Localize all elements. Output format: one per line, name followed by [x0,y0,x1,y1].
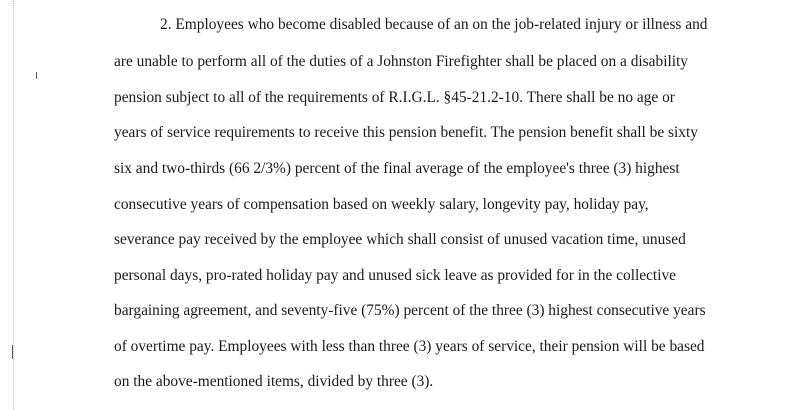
paragraph-line: on the above-mentioned items, divided by three (3). [114,373,434,390]
paragraph-line: consecutive years of compensation based on weekly salary, longevity pay, holiday pay, [114,196,649,213]
paragraph-line: 2. Employees who become disabled because of an on the job-related injury or illness and [160,16,708,33]
paragraph-line: pension subject to all of the requirements of R.I.G.L. §45-21.2-10. There shall be no age or [114,89,675,106]
paragraph-line: severance pay received by the employee which shall consist of unused vacation time, unused [114,231,686,248]
paragraph-line: personal days, pro-rated holiday pay and unused sick leave as provided for in the collective [114,267,676,284]
paragraph-line: are unable to perform all of the duties of a Johnston Firefighter shall be placed on a disability [114,53,688,70]
paragraph-line: of overtime pay. Employees with less than three (3) years of service, their pension will be based [114,338,705,355]
scan-mark [36,72,37,79]
paragraph-line: bargaining agreement, and seventy-five (75%) percent of the three (3) highest consecutive years [114,302,706,319]
scan-mark [12,345,13,359]
paragraph-line: six and two-thirds (66 2/3%) percent of the final average of the employee's three (3) highest [114,160,680,177]
paragraph-line: years of service requirements to receive this pension benefit. The pension benefit shall be sixty [114,124,698,141]
scan-margin [13,0,14,410]
